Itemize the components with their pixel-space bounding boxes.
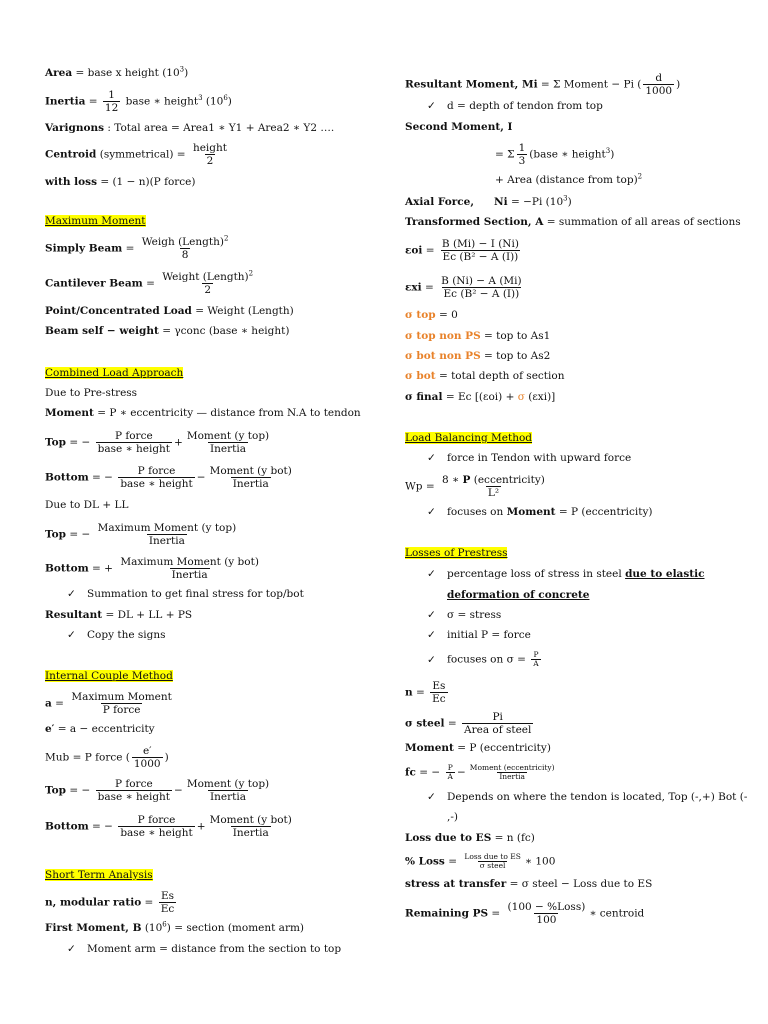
sigma-top: σ top = 0	[405, 309, 458, 321]
varignons-formula: Varignons : Total area = Area1 ∗ Y1 + Area2 ∗ Y2 ….	[45, 122, 335, 134]
fraction: $\frac{\text{Maximum Moment (y bot)}}{\text{Inertia}}$	[120, 556, 259, 581]
axial-force-formula: Axial Force, Ni = −Pi $(10^3)$	[405, 194, 572, 208]
internal-bottom-formula: Bottom = − $\frac{\text{P force}}{\text{base ∗ height}}$ + $\frac{\text{Moment (y bot)}}{\text{Inertia}}$	[45, 814, 292, 839]
mub-formula: Mub = P force ( $\frac{e'}{1000}$ )	[45, 745, 169, 770]
fraction: $\frac{\text{(100 − \%Loss)}}{100}$	[507, 901, 586, 926]
fraction: $\frac{\text{Moment (y bot)}}{\text{Inertia}}$	[209, 465, 292, 490]
due-to-dl-ll: Due to DL + LL	[45, 499, 129, 511]
moment-focus-note: ✓ focuses on Moment = P (eccentricity)	[427, 506, 653, 518]
maximum-moment-heading: Maximum Moment	[45, 215, 146, 227]
second-moment-area-term: + Area (distance from top)$^2$	[495, 172, 643, 186]
losses-moment-formula: Moment = P (eccentricity)	[405, 742, 551, 754]
check-icon: ✓	[427, 653, 436, 666]
fraction: $\frac{d}{1000}$	[645, 72, 673, 97]
fraction: $\frac{Weigh (Length)^2}{8}$	[141, 234, 229, 261]
loss-es-formula: Loss due to ES = n (fc)	[405, 832, 535, 844]
fraction: $\frac{\text{Moment (y top)}}{\text{Inertia}}$	[186, 430, 270, 455]
moment-formula: Moment = P ∗ eccentricity — distance from N.A to tendon	[45, 407, 361, 419]
sigma-steel-formula: σ steel = $\frac{Pi}{\text{Area of steel}}$	[405, 711, 532, 736]
check-icon: ✓	[427, 506, 436, 518]
due-to-prestress: Due to Pre-stress	[45, 387, 138, 399]
fraction: $\frac{\text{P force}}{\text{base ∗ height}}$	[97, 430, 171, 455]
combined-bottom-formula: Bottom = − $\frac{\text{P force}}{\text{base ∗ height}}$ − $\frac{\text{Moment (y bot)}}{\text{Inertia}}$	[45, 465, 292, 490]
percent-loss-formula: % Loss = $\frac{\text{Loss due to ES}}{\text{σ steel}}$ ∗ 100	[405, 852, 556, 870]
second-moment-label: Second Moment, I	[405, 121, 513, 133]
second-moment-formula: = Σ $\frac{1}{3}$ (base ∗ height$^3$)	[495, 142, 615, 167]
losses-n-formula: n = $\frac{Es}{Ec}$	[405, 680, 446, 705]
check-icon: ✓	[67, 588, 76, 600]
stress-transfer-formula: stress at transfer = σ steel − Loss due to ES	[405, 878, 653, 890]
losses-heading: Losses of Prestress	[405, 547, 508, 559]
fraction: $\frac{\text{Moment (y bot)}}{\text{Inertia}}$	[209, 814, 292, 839]
beam-self-weight-formula: Beam self − weight = γconc (base ∗ height)	[45, 325, 290, 337]
sigma-bot: σ bot = total depth of section	[405, 370, 565, 382]
check-icon: ✓	[427, 568, 436, 580]
fraction: $\frac{\text{Maximum Moment}}{\text{P force}}$	[71, 691, 172, 716]
elastic-deformation-note-cont: deformation of concrete	[447, 589, 590, 601]
fraction: $\frac{Pi}{\text{Area of steel}}$	[464, 711, 532, 736]
remaining-ps-formula: Remaining PS = $\frac{\text{(100 − \%Loss)}}{100}$ ∗ centroid	[405, 901, 645, 926]
fraction: $\frac{B (Ni) - A (Mi)}{\text{Ec (B² − A (I))}}$	[441, 275, 522, 300]
combined-load-heading: Combined Load Approach	[45, 367, 184, 379]
sigma-focus-note: ✓ focuses on σ = $\frac{P}{A}$	[427, 650, 539, 668]
load-balancing-heading: Load Balancing Method	[405, 432, 533, 444]
cantilever-beam-formula: Cantilever Beam = $\frac{Weight (Length)^2}{2}$	[45, 269, 254, 296]
centroid-formula: Centroid (symmetrical) = $\frac{\text{height}}{2}$	[45, 142, 227, 167]
combined-top-formula: Top = − $\frac{\text{P force}}{\text{base ∗ height}}$ + $\frac{\text{Moment (y top)}}{\text{Inertia}}$	[45, 430, 270, 455]
eoi-formula: εoi = $\frac{B (Mi) - I (Ni)}{\text{Ec (B² − A (I))}}$	[405, 238, 519, 263]
tendon-location-note-cont: ,-)	[447, 811, 458, 823]
sigma-bot-non-ps: σ bot non PS = top to As2	[405, 350, 551, 362]
sigma-top-non-ps: σ top non PS = top to As1	[405, 330, 551, 342]
fraction: $\frac{\text{P force}}{\text{base ∗ height}}$	[120, 814, 193, 839]
resultant-formula: Resultant = DL + LL + PS	[45, 609, 193, 621]
short-term-heading: Short Term Analysis	[45, 869, 153, 881]
point-load-formula: Point/Concentrated Load = Weight (Length)	[45, 305, 294, 317]
tendon-location-note: ✓ Depends on where the tendon is located, Top (-,+) Bot (-	[427, 791, 748, 803]
copy-signs-note: ✓ Copy the signs	[67, 629, 166, 641]
modular-ratio-formula: n, modular ratio = $\frac{Es}{Ec}$	[45, 890, 175, 915]
moment-arm-note: ✓ Moment arm = distance from the section to top	[67, 943, 342, 955]
resultant-moment-formula: Resultant Moment, Mi = Σ Moment − Pi ( $\frac{d}{1000}$ )	[405, 72, 681, 97]
inertia-formula: Inertia = $\frac{1}{12}$ base ∗ height$^3$ $(10^6)$	[45, 89, 232, 114]
fraction: $\frac{1}{12}$	[104, 89, 119, 114]
fraction: $\frac{Weight (Length)^2}{2}$	[162, 269, 254, 296]
fraction: $\frac{\text{Maximum Moment (y top)}}{\text{Inertia}}$	[97, 522, 237, 547]
check-icon: ✓	[427, 609, 436, 621]
elastic-deformation-note: ✓ percentage loss of stress in steel due to elastic	[427, 568, 705, 580]
fraction: $\frac{\text{height}}{2}$	[192, 142, 227, 167]
first-moment-formula: First Moment, B $(10^6)$ = section (moment arm)	[45, 920, 305, 934]
fraction: $\frac{\text{P force}}{\text{base ∗ height}}$	[120, 465, 193, 490]
transformed-section-formula: Transformed Section, A = summation of all areas of sections	[405, 216, 741, 228]
fraction: $\frac{\text{P force}}{\text{base ∗ height}}$	[97, 778, 171, 803]
initial-p-note: ✓ initial P = force	[427, 629, 531, 641]
upward-force-note: ✓ force in Tendon with upward force	[427, 452, 632, 464]
area-formula: Area = base x height $(10^3)$	[45, 65, 189, 79]
dl-top-formula: Top = − $\frac{\text{Maximum Moment (y top)}}{\text{Inertia}}$	[45, 522, 237, 547]
check-icon: ✓	[427, 452, 436, 464]
fraction: $\frac{B (Mi) - I (Ni)}{\text{Ec (B² − A (I))}}$	[441, 238, 519, 263]
check-icon: ✓	[67, 943, 76, 955]
fc-formula: fc = − $\frac{P}{A}$ − $\frac{\text{Moment (eccentricity)}}{\text{Inertia}}$	[405, 763, 555, 781]
summation-note: ✓ Summation to get final stress for top/bot	[67, 588, 304, 600]
fraction: $\frac{\text{Moment (eccentricity)}}{\text{Inertia}}$	[469, 763, 555, 781]
check-icon: ✓	[427, 791, 436, 803]
fraction: $\frac{P}{A}$	[533, 650, 539, 668]
dl-bottom-formula: Bottom = + $\frac{\text{Maximum Moment (y bot)}}{\text{Inertia}}$	[45, 556, 259, 581]
check-icon: ✓	[67, 629, 76, 641]
a-formula: a = $\frac{\text{Maximum Moment}}{\text{P force}}$	[45, 691, 172, 716]
fraction: $\frac{1}{3}$	[518, 142, 526, 167]
sigma-final: σ final = Ec [(εoi) + σ (εxi)]	[405, 391, 556, 403]
fraction: $\frac{Es}{Ec}$	[160, 890, 175, 915]
fraction: $\frac{\text{8 ∗ P (eccentricity)}}{\text{L²}}$	[442, 474, 545, 499]
fraction: $\frac{P}{A}$	[447, 763, 453, 781]
with-loss-formula: with loss = (1 − n)(P force)	[45, 176, 196, 188]
fraction: $\frac{e'}{1000}$	[133, 745, 161, 770]
fraction: $\frac{\text{Loss due to ES}}{\text{σ steel}}$	[464, 852, 521, 870]
wp-formula: Wp = $\frac{\text{8 ∗ P (eccentricity)}}{\text{L²}}$	[405, 474, 545, 499]
tendon-depth-note: ✓ d = depth of tendon from top	[427, 100, 603, 112]
internal-top-formula: Top = − $\frac{\text{P force}}{\text{base ∗ height}}$ − $\frac{\text{Moment (y top)}}{\text{Inertia}}$	[45, 778, 270, 803]
sigma-stress-note: ✓ σ = stress	[427, 609, 502, 621]
internal-couple-heading: Internal Couple Method	[45, 670, 173, 682]
simply-beam-formula: Simply Beam = $\frac{Weigh (Length)^2}{8}$	[45, 234, 229, 261]
check-icon: ✓	[427, 629, 436, 641]
fraction: $\frac{\text{Moment (y top)}}{\text{Inertia}}$	[186, 778, 270, 803]
exi-formula: εxi = $\frac{B (Ni) - A (Mi)}{\text{Ec (B² − A (I))}}$	[405, 275, 522, 300]
check-icon: ✓	[427, 100, 436, 112]
e-prime-formula: e′ = a − eccentricity	[45, 723, 155, 735]
fraction: $\frac{Es}{Ec}$	[432, 680, 446, 705]
